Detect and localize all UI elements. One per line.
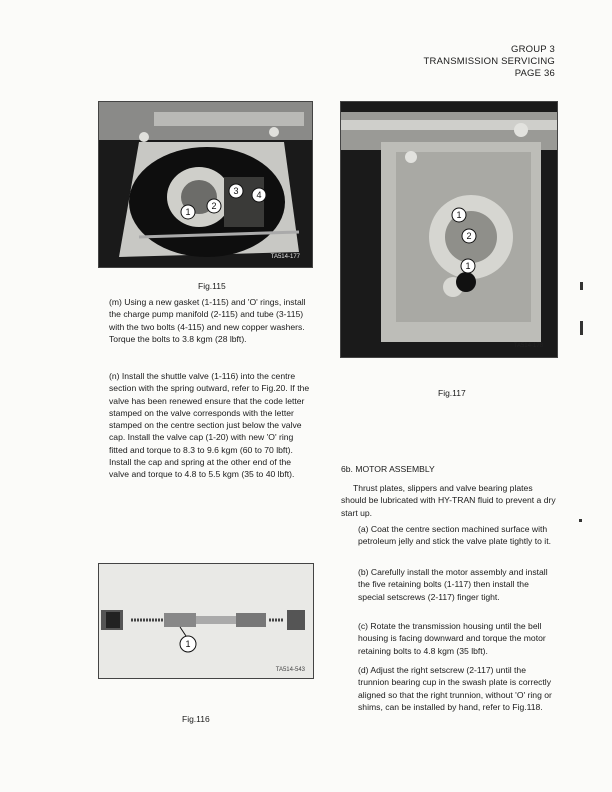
paragraph-a: (a) Coat the centre section machined surface with petroleum jelly and stick the valve plate tightly to it. (358, 524, 551, 547)
fig-115-callout-3: 3 (233, 186, 239, 196)
fig-117-callout-2: 2 (466, 231, 472, 241)
margin-mark (579, 519, 582, 522)
fig-116-callout-1: 1 (185, 639, 191, 649)
fig-117-callout-1b: 1 (465, 261, 471, 271)
page-header (424, 44, 555, 80)
fig-115-callout-1: 1 (185, 207, 191, 217)
paragraph-m: (m) Using a new gasket (1-115) and 'O' rings, install the charge pump manifold (2-115) and tube (3-115) with the two bolts (4-115) and new copper washers. Torque the bolts to 3.8 kgm (28 lbft). (109, 297, 306, 344)
margin-mark (580, 321, 583, 335)
header-page: PAGE 36 (514, 68, 555, 79)
fig-116-caption: Fig.116 (182, 714, 210, 724)
header-section: TRANSMISSION SERVICING (423, 56, 555, 67)
fig-117-caption: Fig.117 (438, 388, 466, 398)
paragraph-d: (d) Adjust the right setscrew (2-117) until the trunnion bearing cup in the swash plate is correctly aligned so that the right trunnion, without 'O' ring or shims, can be installed by hand, refer to Fig.118. (358, 665, 552, 712)
fig-117-photo (340, 101, 558, 358)
paragraph-n: (n) Install the shuttle valve (1-116) into the centre section with the spring outward, refer to Fig.20. If the valve has been renewed ensure that the code letter stamped on the valve corresponds with the letter stamped on the centre section just below the valve cap. Install the valve cap (1-20) with new 'O' ring fitted and torque to 8.3 to 9.6 kgm (60 to 70 lbft). Install the cap and spring at the other end of the valve and torque to 4.8 to 5.5 kgm (35 to 40 lbft). (109, 371, 310, 480)
fig-115-callout-4: 4 (256, 190, 262, 200)
fig-116-code: TA514-543 (275, 667, 305, 673)
fig-117-code: TA514-178 (513, 343, 543, 349)
motor-assembly-intro: Thrust plates, slippers and valve bearing plates should be lubricated with HY-TRAN fluid to prevent a dry start up. (341, 483, 556, 518)
header-group: GROUP 3 (511, 44, 555, 55)
fig-117-callout-1a: 1 (456, 210, 462, 220)
fig-115-code: TA514-177 (270, 254, 300, 260)
paragraph-c: (c) Rotate the transmission housing until the bell housing is facing downward and torque the motor retaining bolts to 4.8 kgm (35 lbft). (358, 621, 546, 656)
margin-mark (580, 282, 583, 290)
paragraph-b: (b) Carefully install the motor assembly and install the five retaining bolts (1-117) then install the special setscrews (2-117) finger tight. (358, 567, 548, 602)
fig-115-callout-2: 2 (211, 201, 217, 211)
fig-116-photo (98, 563, 314, 679)
fig-115-photo (98, 101, 313, 268)
fig-115-caption: Fig.115 (198, 281, 226, 291)
section-heading-motor-assembly: 6b. MOTOR ASSEMBLY (341, 464, 435, 474)
